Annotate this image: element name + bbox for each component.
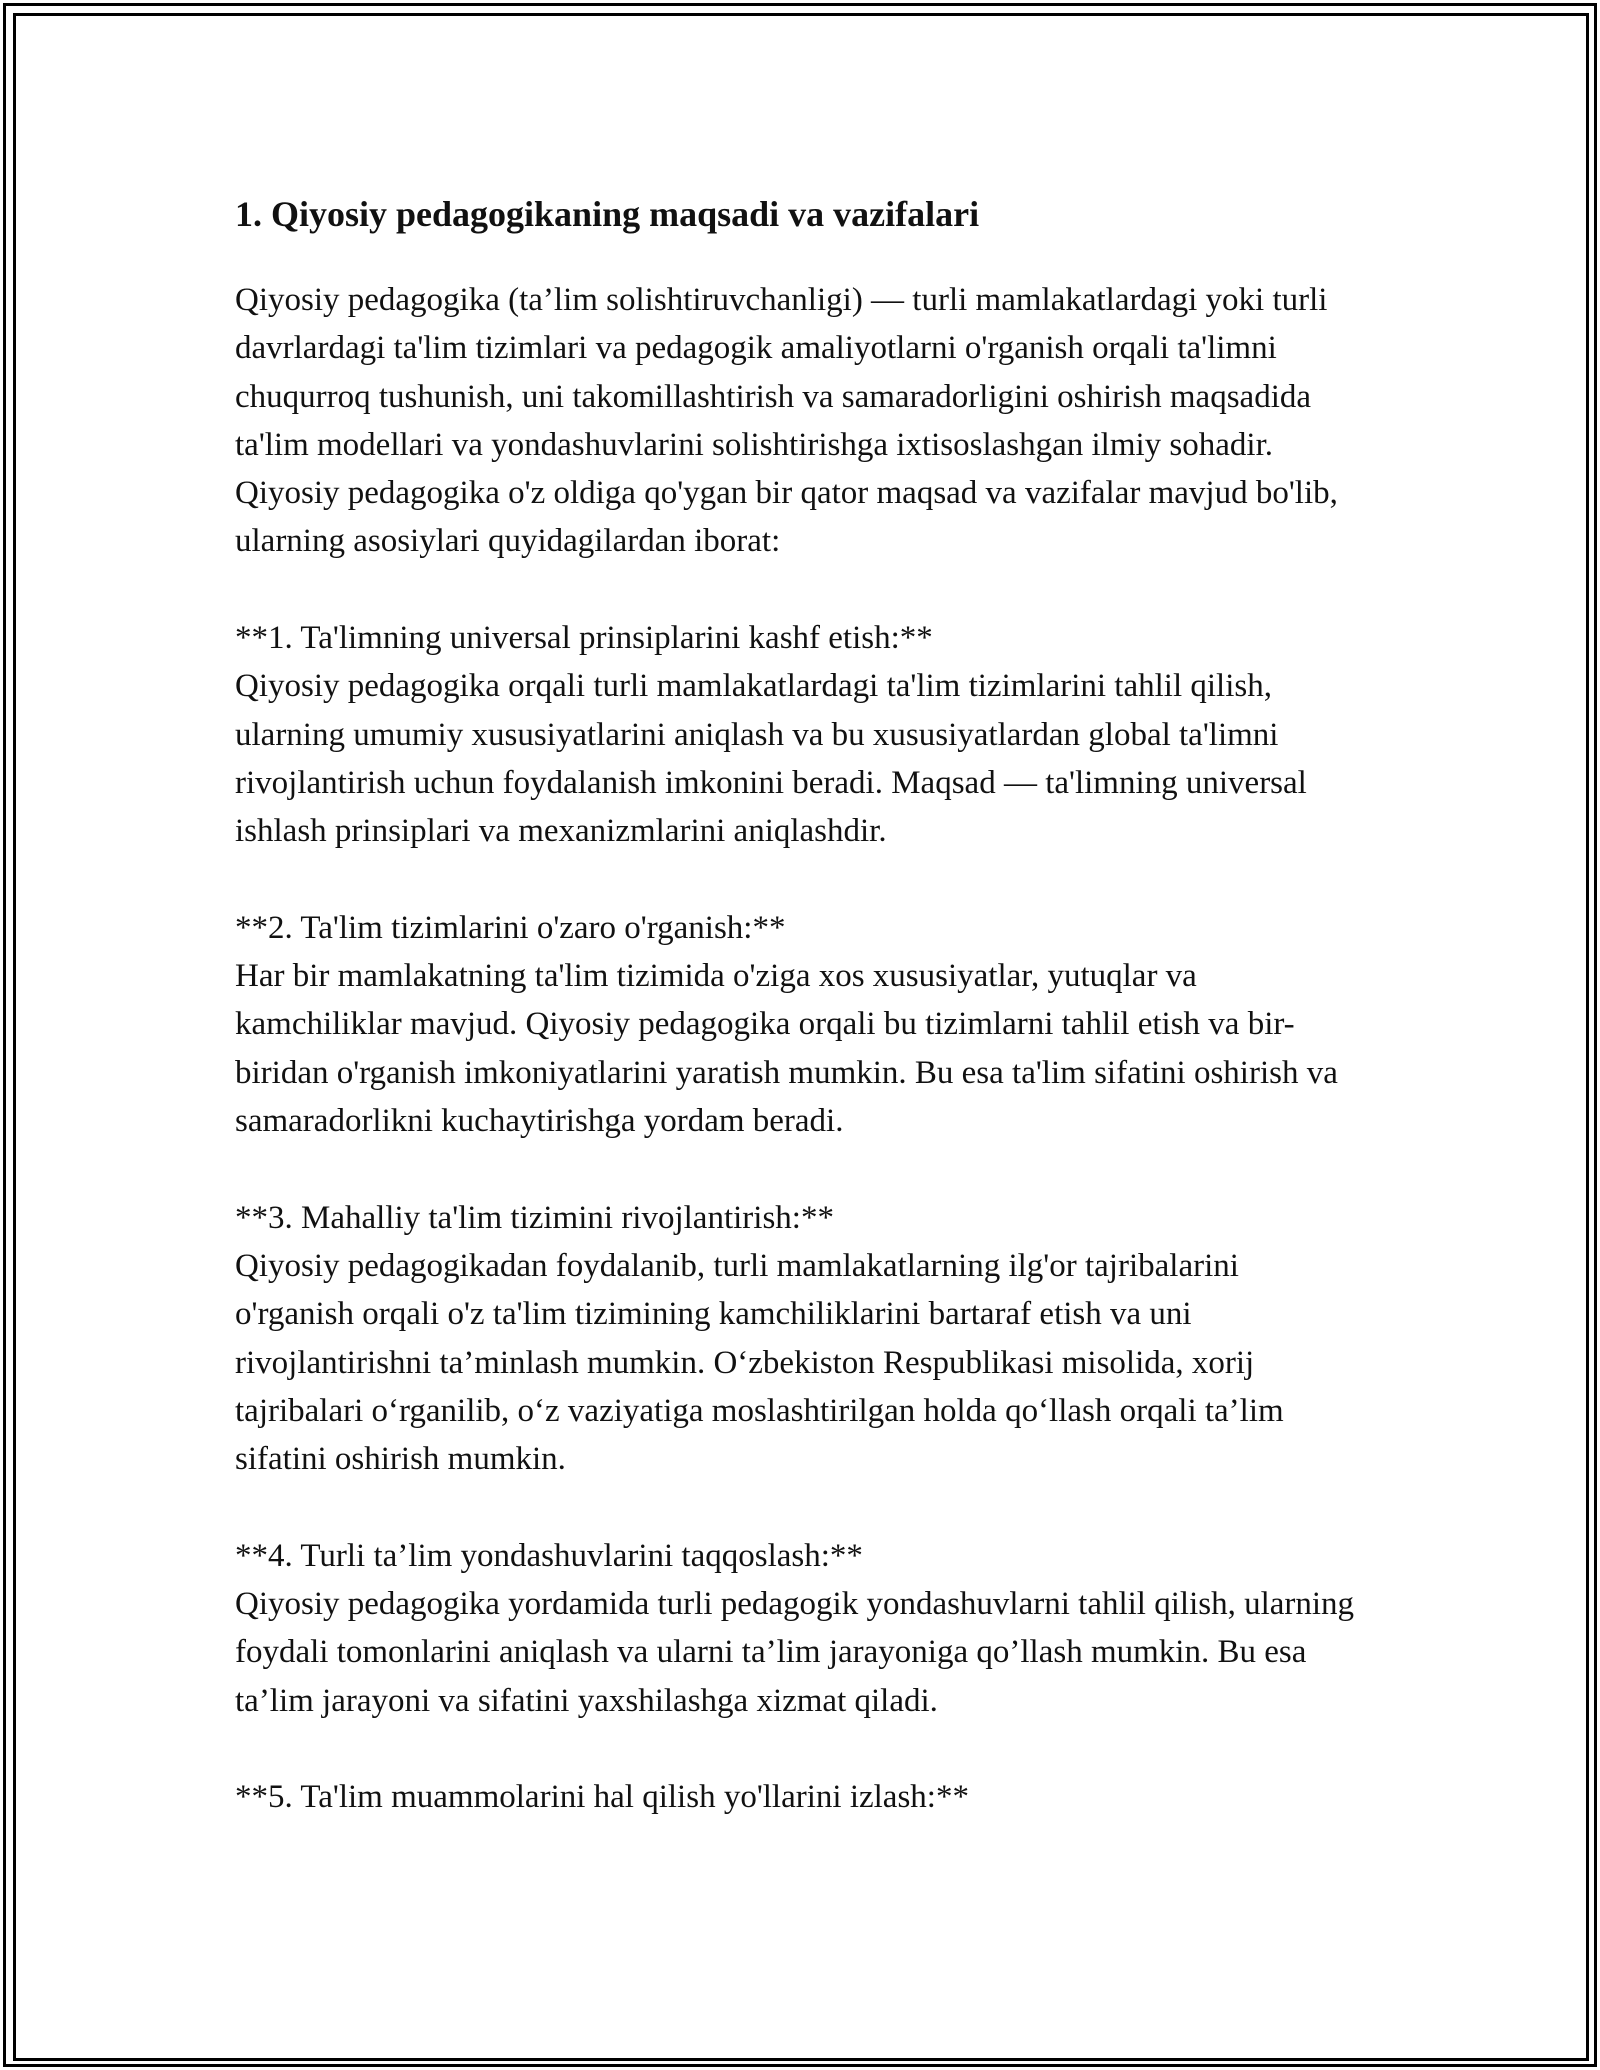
document-content — [235, 186, 1365, 1822]
section-heading: **3. Mahalliy ta'lim tizimini rivojlantirish:** — [235, 1199, 834, 1236]
section-heading: **5. Ta'lim muammolarini hal qilish yo'llarini izlash:** — [235, 1779, 969, 1816]
section-body: Qiyosiy pedagogikadan foydalanib, turli mamlakatlarning ilg'or tajribalarini o'rganish orqali o'z ta'lim tizimining kamchiliklarini bartaraf etish va uni rivojlantirishni ta’minlash mumkin. O‘zbekiston Respublikasi misolida, xorij tajribalari o‘rganilib, o‘z vaziyatiga moslashtirilgan holda qo‘llash orqali ta’lim sifatini oshirish mumkin. — [235, 1247, 1284, 1478]
section-heading: **1. Ta'limning universal prinsiplarini kashf etish:** — [235, 620, 933, 657]
section-3 — [235, 1194, 1365, 1484]
intro-paragraph: Qiyosiy pedagogika (ta’lim solishtiruvchanligi) — turli mamlakatlardagi yoki turli davrlardagi ta'lim tizimlari va pedagogik amaliyotlarni o'rganish orqali ta'limni chuqurroq tushunish, uni takomillashtirish va samaradorligini oshirish maqsadida ta'lim modellari va yondashuvlarini solishtirishga ixtisoslashgan ilmiy sohadir. Qiyosiy pedagogika o'z oldiga qo'ygan bir qator maqsad va vazifalar mavjud bo'lib, ularning asosiylari quyidagilardan iborat: — [235, 282, 1338, 560]
section-heading: **2. Ta'lim tizimlarini o'zaro o'rganish:** — [235, 909, 786, 946]
section-4 — [235, 1532, 1365, 1725]
section-5 — [235, 1773, 1365, 1821]
section-1 — [235, 614, 1365, 855]
section-heading: **4. Turli ta’lim yondashuvlarini taqqoslash:** — [235, 1537, 863, 1574]
section-body: Har bir mamlakatning ta'lim tizimida o'ziga xos xususiyatlar, yutuqlar va kamchiliklar mavjud. Qiyosiy pedagogika orqali bu tizimlarni tahlil etish va bir-biridan o'rganish imkoniyatlarini yaratish mumkin. Bu esa ta'lim sifatini oshirish va samaradorlikni kuchaytirishga yordam beradi. — [235, 958, 1338, 1140]
document-title: 1. Qiyosiy pedagogikaning maqsadi va vazifalari — [235, 194, 980, 234]
section-body: Qiyosiy pedagogika orqali turli mamlakatlardagi ta'lim tizimlarini tahlil qilish, ularning umumiy xususiyatlarini aniqlash va bu xususiyatlardan global ta'limni rivojlantirish uchun foydalanish imkonini beradi. Maqsad — ta'limning universal ishlash prinsiplari va mexanizmlarini aniqlashdir. — [235, 668, 1307, 850]
section-body: Qiyosiy pedagogika yordamida turli pedagogik yondashuvlarni tahlil qilish, ularning foydali tomonlarini aniqlash va ularni ta’lim jarayoniga qo’llash mumkin. Bu esa ta’lim jarayoni va sifatini yaxshilashga xizmat qiladi. — [235, 1586, 1355, 1719]
section-2 — [235, 904, 1365, 1145]
